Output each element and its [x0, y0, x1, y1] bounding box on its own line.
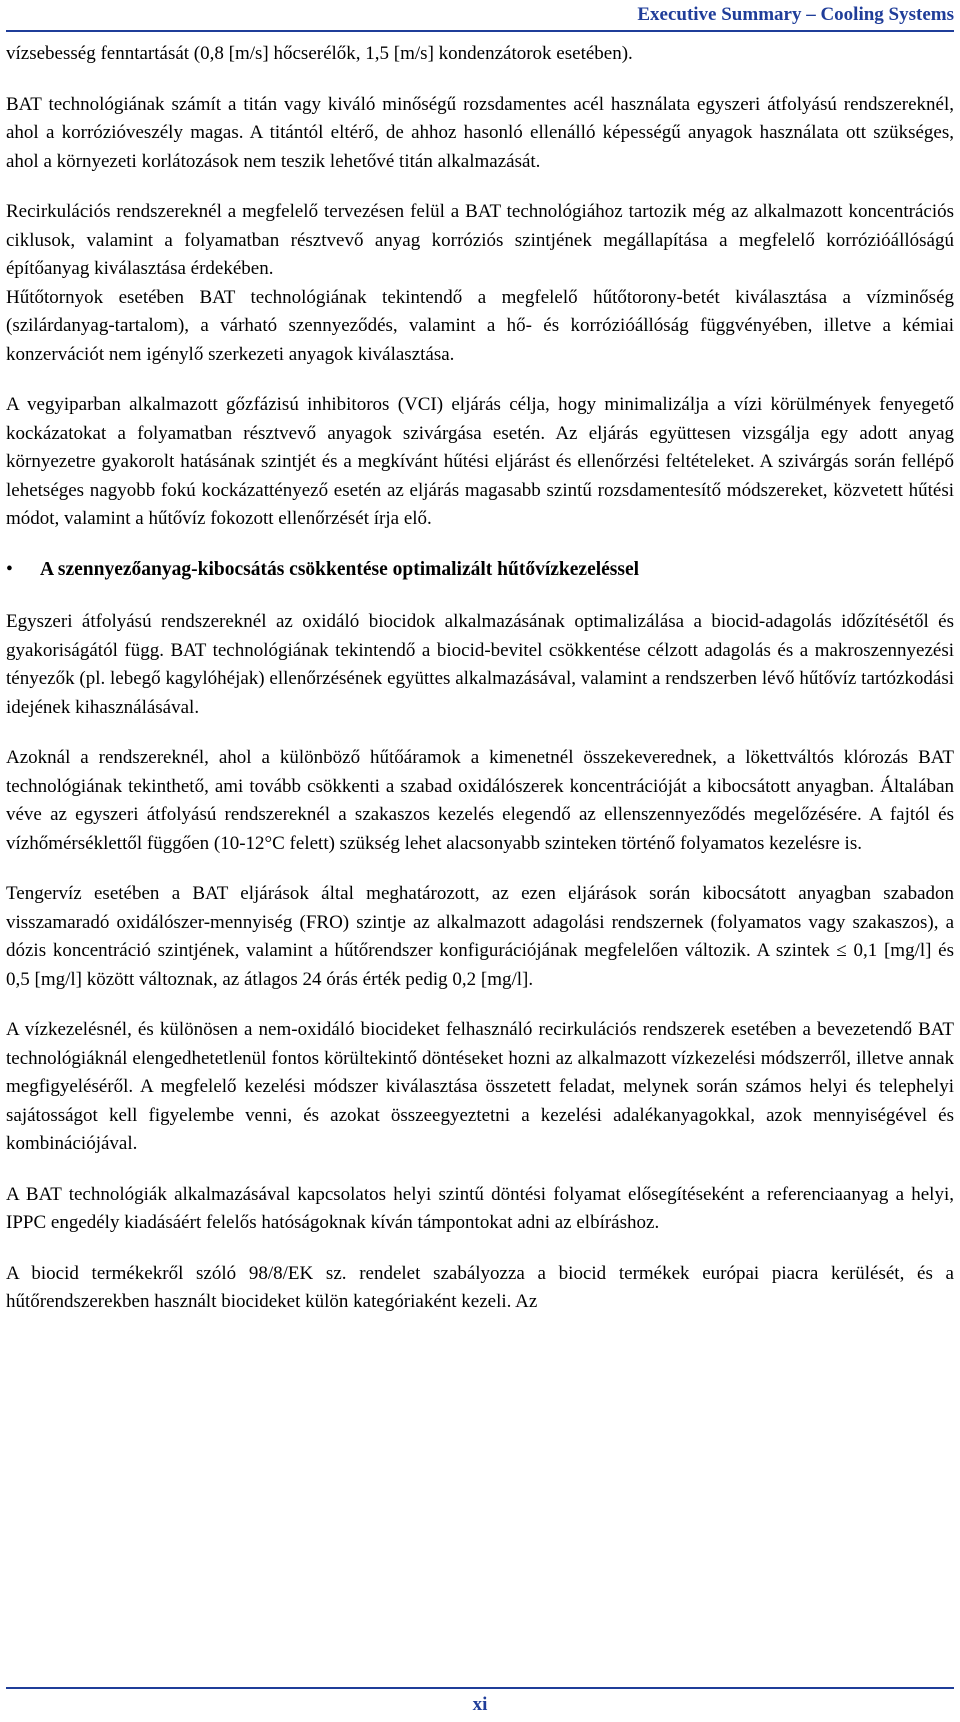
paragraph-water-treatment: A vízkezelésnél, és különösen a nem-oxidáló biocideket felhasználó recirkulációs rendszerek esetében a bevezetendő BAT technológiáknál elengedhetetlenül fontos körültekintő döntéseket hozni az alkalmazott vízkezelési módszerről, illetve annak megfigyeléséről. A megfelelő kezelési módszer kiválasztása összetett feladat, melynek során számos helyi és telephelyi sajátosságot kell figyelembe venni, és azokat összeegyeztetni a kezelési adalékanyagokkal, azok mennyiségével és kombinációjával. [6, 1019, 954, 1154]
paragraph-flow-velocity: vízsebesség fenntartását (0,8 [m/s] hőcserélők, 1,5 [m/s] kondenzátorok esetében). [6, 43, 633, 64]
paragraph-once-through: Egyszeri átfolyású rendszereknél az oxidáló biocidok alkalmazásának optimalizálása a biocid-adagolás időzítésétől és gyakoriságától függ. BAT technológiának tekintendő a biocid-bevitel csökkentése célzott adagolás és a makroszennyezési tényezők (pl. lebegő kagylóhéjak) ellenőrzésének együttes alkalmazásával, valamint a rendszerben lévő hűtővíz tartózkodási idejének kihasználásával. [6, 611, 954, 718]
running-header: Executive Summary – Cooling Systems [637, 4, 954, 25]
paragraph-vci: A vegyiparban alkalmazott gőzfázisú inhibitoros (VCI) eljárás célja, hogy minimalizálja a vízi körülmények fenyegető kockázatokat a folyamatban résztvevő anyagok szivárgása esetén. Az eljárás együttesen vizsgálja egy adott anyag környezetre gyakorolt hatásának szintjét és a megkívánt hűtési eljárást és ellenőrzési feltételeket. A szivárgás során fellépő lehetséges nagyobb fokú kockázattényező esetén az eljárás magasabb szintű rozsdamentesítő módszereket, közvetett hűtési módot, valamint a hűtővíz fokozott ellenőrzését írja elő. [6, 394, 954, 529]
paragraph-biocide-directive: A biocid termékekről szóló 98/8/EK sz. rendelet szabályozza a biocid termékek európai piacra kerülését, és a hűtőrendszerekben használt biocideket külön kategóriaként kezeli. Az [6, 1262, 954, 1312]
paragraph-cooling-towers: Hűtőtornyok esetében BAT technológiának tekintendő a megfelelő hűtőtorony-betét kiválasztása a vízminőség (szilárdanyag-tartalom), a várható szennyeződés, valamint a hő- és korrózióállóság függvényében, illetve a kémiai konzervációt nem igénylő szerkezeti anyagok kiválasztása. [6, 286, 954, 365]
page-number: xi [472, 1694, 488, 1715]
section-heading [6, 556, 954, 585]
paragraph-pulse-chlorination: Azoknál a rendszereknél, ahol a különböző hűtőáramok a kimenetnél összekeverednek, a lökettváltós klórozás BAT technológiának tekinthető, ami tovább csökkenti a szabad oxidálószerek koncentrációját a kibocsátott anyagban. Általában véve az egyszeri átfolyású rendszereknél a szakaszos kezelés elegendő az ellenszennyeződés megelőzésére. A fajtól és vízhőmérséklettől függően (10-12°C felett) szükség lehet alacsonyabb szinteken történő folyamatos kezelésre is. [6, 747, 954, 854]
paragraph-local-decision: A BAT technológiák alkalmazásával kapcsolatos helyi szintű döntési folyamat elősegítéseként a referenciaanyag a helyi, IPPC engedély kiadásáért felelős hatóságoknak kíván támpontokat adni az elbíráshoz. [6, 1183, 954, 1233]
footer-divider [6, 1687, 954, 1689]
header-divider [6, 30, 954, 32]
section-heading-text: A szennyezőanyag-kibocsátás csökkentése optimalizált hűtővízkezeléssel [40, 558, 640, 580]
paragraph-recirculation: Recirkulációs rendszereknél a megfelelő tervezésen felül a BAT technológiához tartozik még az alkalmazott koncentrációs ciklusok, valamint a folyamatban résztvevő anyag korróziós szintjének megállapítása a megfelelő korrózióállóságú építőanyag kiválasztása érdekében. [6, 201, 954, 279]
document-body [6, 40, 954, 1317]
paragraph-titanium: BAT technológiának számít a titán vagy kiváló minőségű rozsdamentes acél használata egyszeri átfolyású rendszereknél, ahol a korrózióveszély magas. A titántól eltérő, de ahhoz hasonló ellenálló képességű anyagok használata ott szükséges, ahol a környezeti korlátozások nem teszik lehetővé titán alkalmazását. [6, 93, 954, 172]
bullet-icon: • [6, 558, 13, 580]
paragraph-seawater: Tengervíz esetében a BAT eljárások által meghatározott, az ezen eljárások során kibocsátott anyagban szabadon visszamaradó oxidálószer-mennyiség (FRO) szintje az alkalmazott adagolási rendszernek (folyamatos vagy szakaszos), a dózis koncentráció szintjének, valamint a hűtőrendszer konfigurációjának megfelelően változik. A szintek ≤ 0,1 [mg/l] és 0,5 [mg/l] között változnak, az átlagos 24 órás érték pedig 0,2 [mg/l]. [6, 883, 954, 990]
